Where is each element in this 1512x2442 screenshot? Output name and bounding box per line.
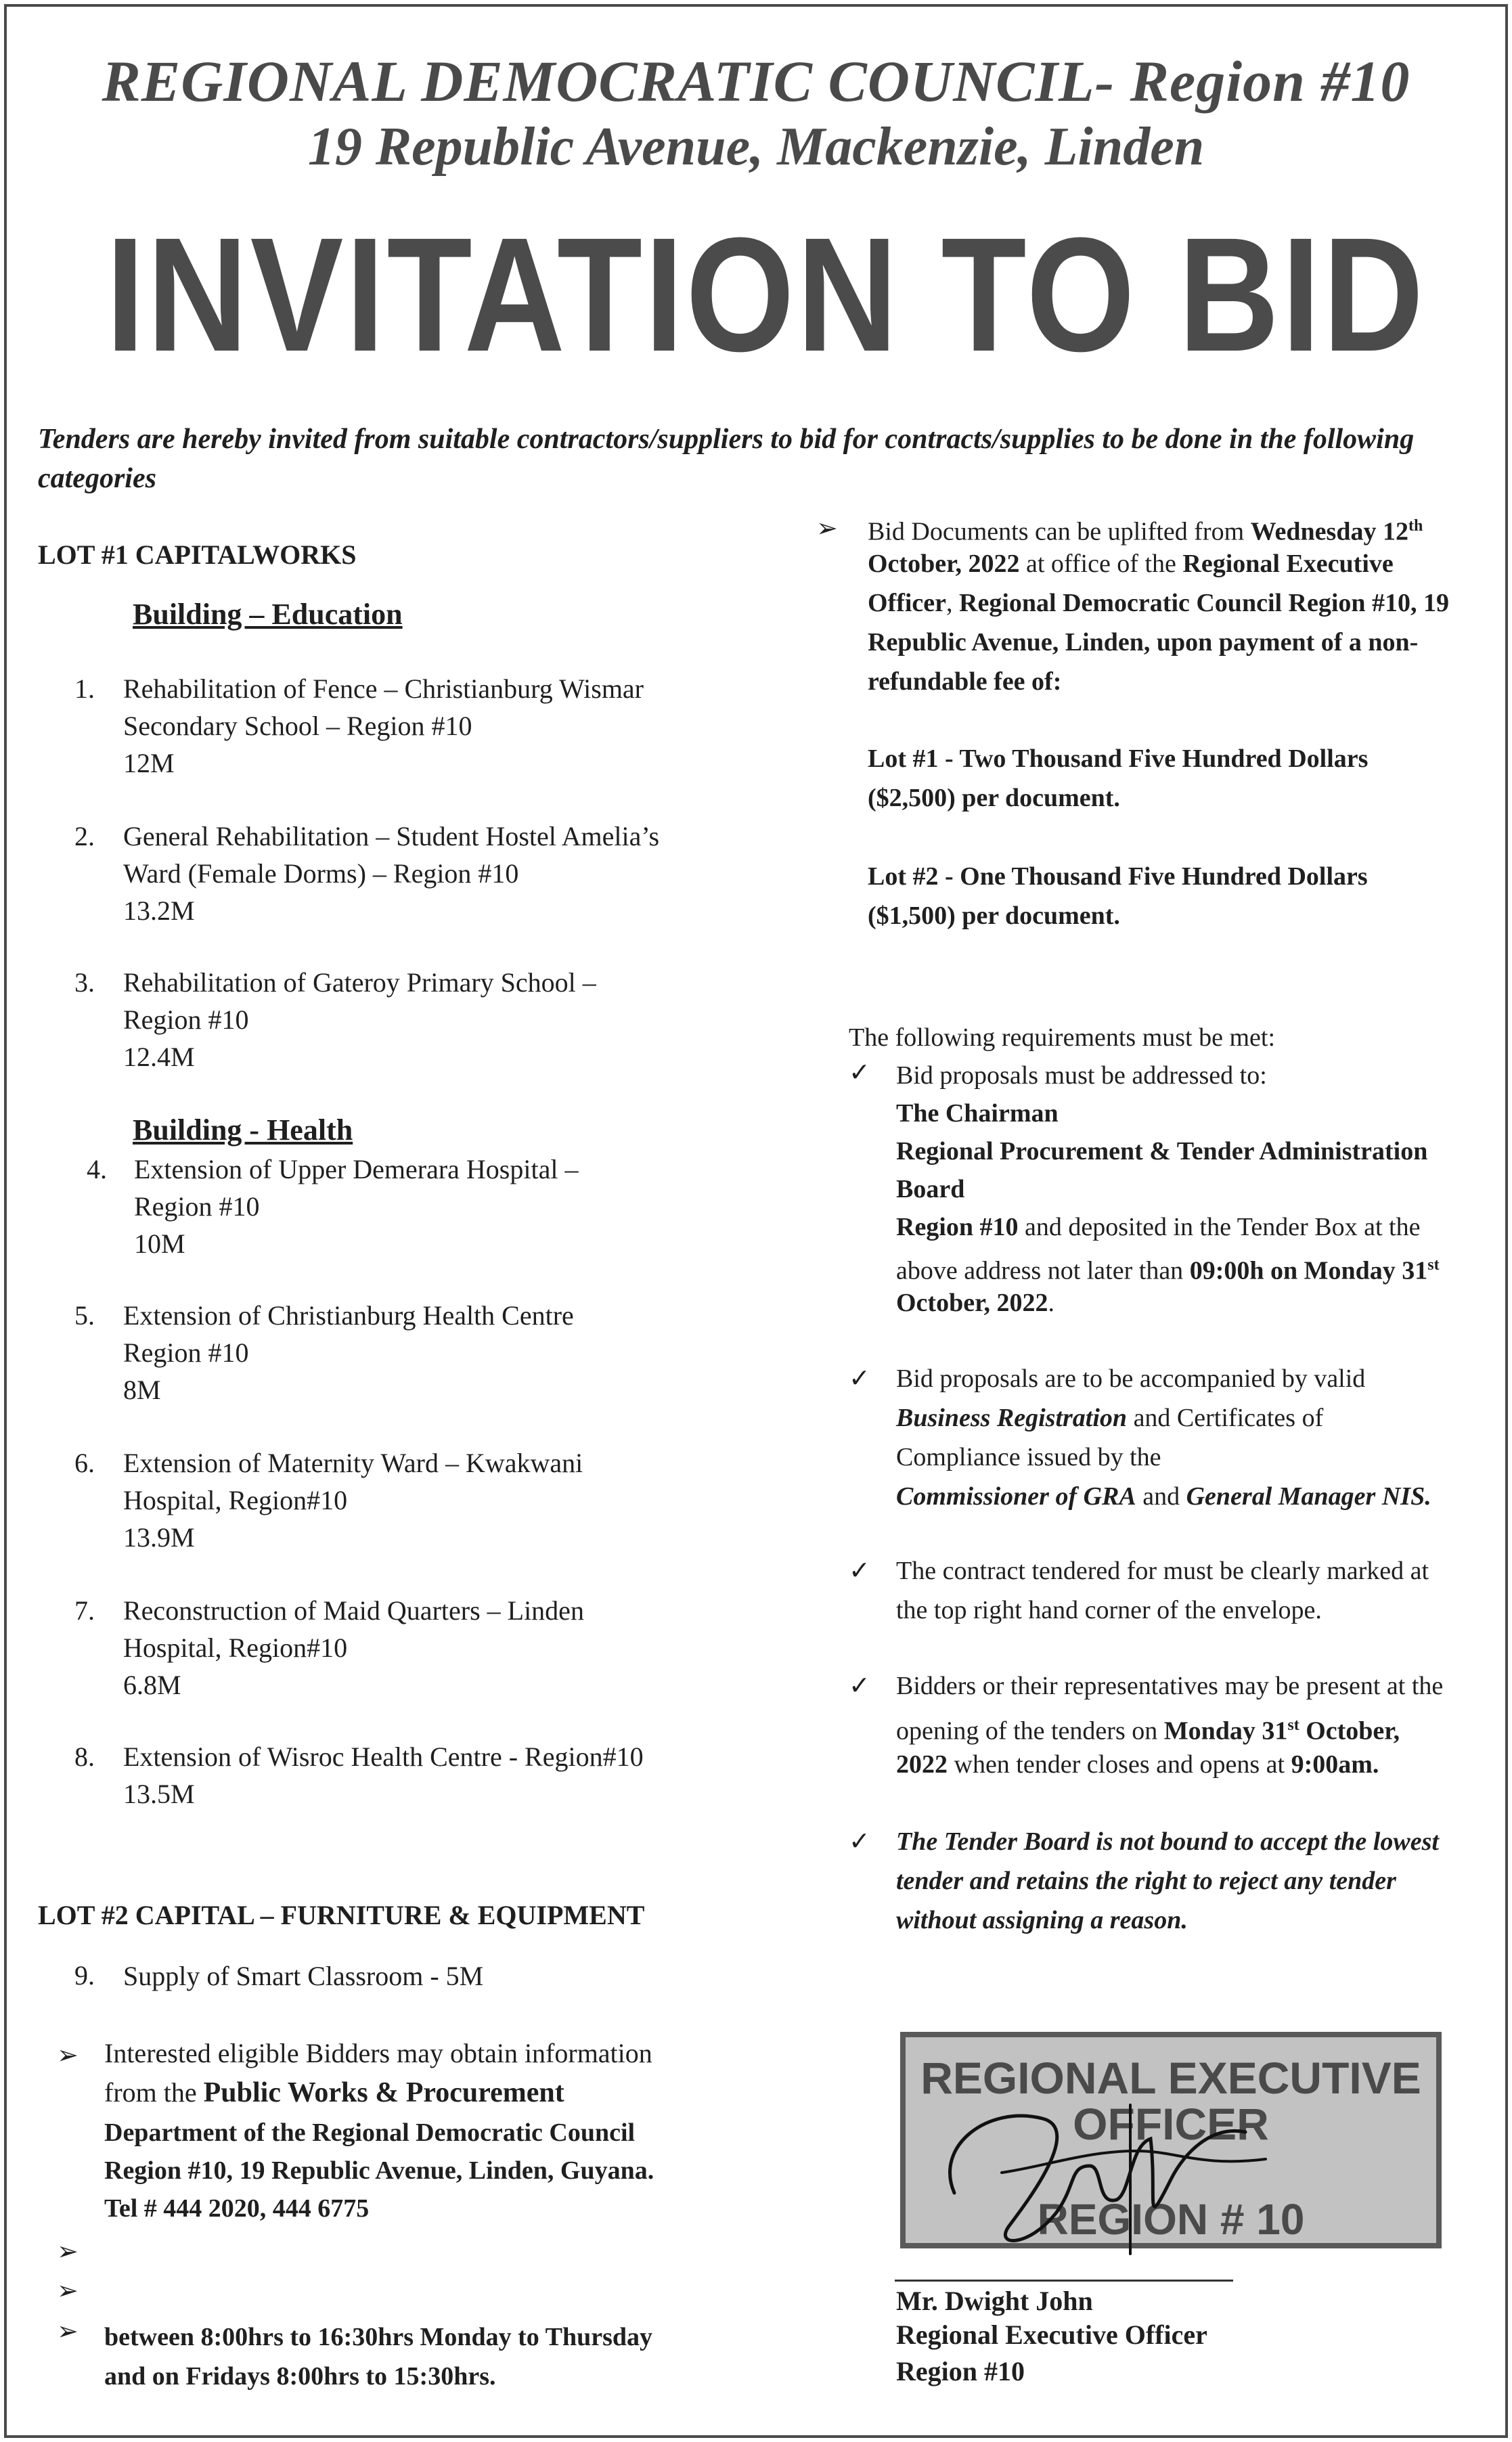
item-text: Rehabilitation of Gateroy Primary School – — [123, 967, 596, 998]
item-text: General Rehabilitation – Student Hostel Amelia’s — [123, 821, 660, 851]
req2-line-2: Business Registration and Certificates of — [896, 1404, 1324, 1432]
item-text: Region #10 — [123, 1004, 249, 1035]
item-budget: 8M — [123, 1375, 161, 1405]
fee-lot1-line-1: Lot #1 - Two Thousand Five Hundred Dollars — [868, 745, 1369, 773]
stamp-line-2: OFFICER — [1073, 2099, 1269, 2149]
item-number: 1. — [74, 673, 95, 704]
item-text: Ward (Female Dorms) – Region #10 — [123, 858, 519, 889]
req1-line-7: October, 2022. — [896, 1289, 1054, 1317]
hours-line-2: and on Fridays 8:00hrs to 15:30hrs. — [104, 2362, 496, 2391]
info-line-5: Tel # 444 2020, 444 6775 — [104, 2194, 370, 2223]
info-line-4: Region #10, 19 Republic Avenue, Linden, Guyana. — [104, 2156, 654, 2185]
check-icon: ✓ — [849, 1557, 870, 1585]
item-budget: 13.9M — [123, 1522, 195, 1553]
item-text: Hospital, Region#10 — [123, 1485, 348, 1515]
item-text: Rehabilitation of Fence – Christianburg Wismar — [123, 673, 644, 704]
req2-line-3: Compliance issued by the — [896, 1443, 1161, 1471]
req1-line-1: Bid proposals must be addressed to: — [896, 1061, 1267, 1090]
req1-line-3: Regional Procurement & Tender Administration — [896, 1137, 1428, 1166]
item-number: 7. — [74, 1595, 95, 1626]
arrow-bullet-icon: ➢ — [57, 2277, 79, 2305]
item-text: Extension of Wisroc Health Centre - Region#10 — [123, 1741, 644, 1772]
req4-line-3: 2022 when tender closes and opens at 9:00am. — [896, 1750, 1379, 1779]
req2-line-4: Commissioner of GRA and General Manager NIS. — [896, 1482, 1431, 1511]
item-budget: 12.4M — [123, 1042, 195, 1072]
stamp-line-1: REGIONAL EXECUTIVE — [920, 2053, 1421, 2103]
lot2-item: Supply of Smart Classroom - 5M — [123, 1961, 484, 1991]
fee-lot2-line-2: ($1,500) per document. — [868, 902, 1120, 930]
info-line-2: from the Public Works & Procurement — [104, 2077, 564, 2108]
info-line-3: Department of the Regional Democratic Council — [104, 2118, 636, 2147]
arrow-bullet-icon: ➢ — [57, 2317, 79, 2346]
item-budget: 6.8M — [123, 1670, 181, 1700]
invitation-title: INVITATION TO BID — [106, 204, 1426, 385]
check-icon: ✓ — [849, 1364, 870, 1393]
item-text: Region #10 — [123, 1337, 249, 1368]
arrow-bullet-icon: ➢ — [816, 514, 838, 543]
arrow-bullet-icon: ➢ — [57, 2041, 79, 2070]
req4-line-2: opening of the tenders on Monday 31st October, — [896, 1716, 1400, 1746]
lot2-title: LOT #2 CAPITAL – FURNITURE & EQUIPMENT — [38, 1900, 645, 1930]
handwritten-signature — [927, 2064, 1279, 2267]
signatory-region: Region #10 — [896, 2356, 1025, 2386]
bid-docs-line-2: October, 2022 at office of the Regional Executive — [868, 550, 1394, 578]
req3-line-1: The contract tendered for must be clearly marked at — [896, 1557, 1429, 1585]
item-number: 6. — [74, 1448, 95, 1478]
item-text: Hospital, Region#10 — [123, 1633, 348, 1663]
address-heading: 19 Republic Avenue, Mackenzie, Linden — [307, 117, 1205, 177]
item-budget: 13.5M — [123, 1779, 195, 1809]
item-text: Extension of Maternity Ward – Kwakwani — [123, 1448, 583, 1478]
fee-lot1-line-2: ($2,500) per document. — [868, 784, 1120, 812]
subheading-health: Building - Health — [133, 1113, 353, 1147]
arrow-bullet-icon: ➢ — [57, 2238, 79, 2266]
item-number: 4. — [87, 1154, 107, 1184]
council-heading: REGIONAL DEMOCRATIC COUNCIL- Region #10 — [102, 49, 1410, 114]
item-text: Region #10 — [134, 1191, 260, 1222]
item-number: 5. — [74, 1300, 95, 1331]
item-text: Secondary School – Region #10 — [123, 711, 472, 741]
check-icon: ✓ — [849, 1672, 870, 1700]
req4-line-1: Bidders or their representatives may be present at the — [896, 1672, 1444, 1700]
signatory-role: Regional Executive Officer — [896, 2319, 1207, 2350]
item-number: 8. — [74, 1741, 95, 1772]
stamp-line-3: REGION # 10 — [1037, 2195, 1305, 2244]
req5-line-1: The Tender Board is not bound to accept the lowest — [896, 1827, 1439, 1856]
req1-line-6: above address not later than 09:00h on Monday 31st — [896, 1256, 1440, 1285]
hours-line-1: between 8:00hrs to 16:30hrs Monday to Thursday — [104, 2323, 653, 2351]
item-number: 3. — [74, 967, 95, 998]
req1-line-2: The Chairman — [896, 1099, 1059, 1128]
req2-line-1: Bid proposals are to be accompanied by valid — [896, 1364, 1366, 1393]
intro-text: Tenders are hereby invited from suitable contractors/suppliers to bid for contracts/supplies to be done in the following categories — [38, 424, 1415, 494]
item-budget: 10M — [134, 1228, 185, 1259]
lot1-title: LOT #1 CAPITALWORKS — [38, 539, 357, 570]
item-number: 2. — [74, 821, 95, 851]
item-budget: 13.2M — [123, 895, 195, 926]
item-text: Extension of Christianburg Health Centre — [123, 1300, 574, 1331]
signature-line — [895, 2280, 1233, 2282]
check-icon: ✓ — [849, 1059, 870, 1087]
signatory-name: Mr. Dwight John — [896, 2286, 1093, 2316]
item-budget: 12M — [123, 748, 175, 778]
subheading-education: Building – Education — [133, 598, 403, 631]
req1-line-4: Board — [896, 1175, 965, 1203]
fee-lot2-line-1: Lot #2 - One Thousand Five Hundred Dollars — [868, 862, 1368, 891]
item-text: Extension of Upper Demerara Hospital – — [134, 1154, 579, 1184]
req5-line-2: tender and retains the right to reject any tender — [896, 1867, 1396, 1895]
lot2-item-number: 9. — [74, 1960, 95, 1991]
bid-docs-line-4: Republic Avenue, Linden, upon payment of a non- — [868, 628, 1419, 657]
req3-line-2: the top right hand corner of the envelope. — [896, 1596, 1322, 1624]
req1-line-5: Region #10 and deposited in the Tender Box at the — [896, 1213, 1421, 1241]
requirements-intro: The following requirements must be met: — [849, 1023, 1276, 1052]
item-text: Reconstruction of Maid Quarters – Linden — [123, 1595, 584, 1626]
check-icon: ✓ — [849, 1827, 870, 1856]
bid-docs-line-1: Bid Documents can be uplifted from Wednesday 12th — [868, 517, 1423, 546]
bid-docs-line-3: Officer, Regional Democratic Council Region #10, 19 — [868, 589, 1450, 617]
info-line-1: Interested eligible Bidders may obtain information — [104, 2038, 652, 2068]
bid-docs-line-5: refundable fee of: — [868, 667, 1062, 696]
req5-line-3: without assigning a reason. — [896, 1906, 1188, 1934]
